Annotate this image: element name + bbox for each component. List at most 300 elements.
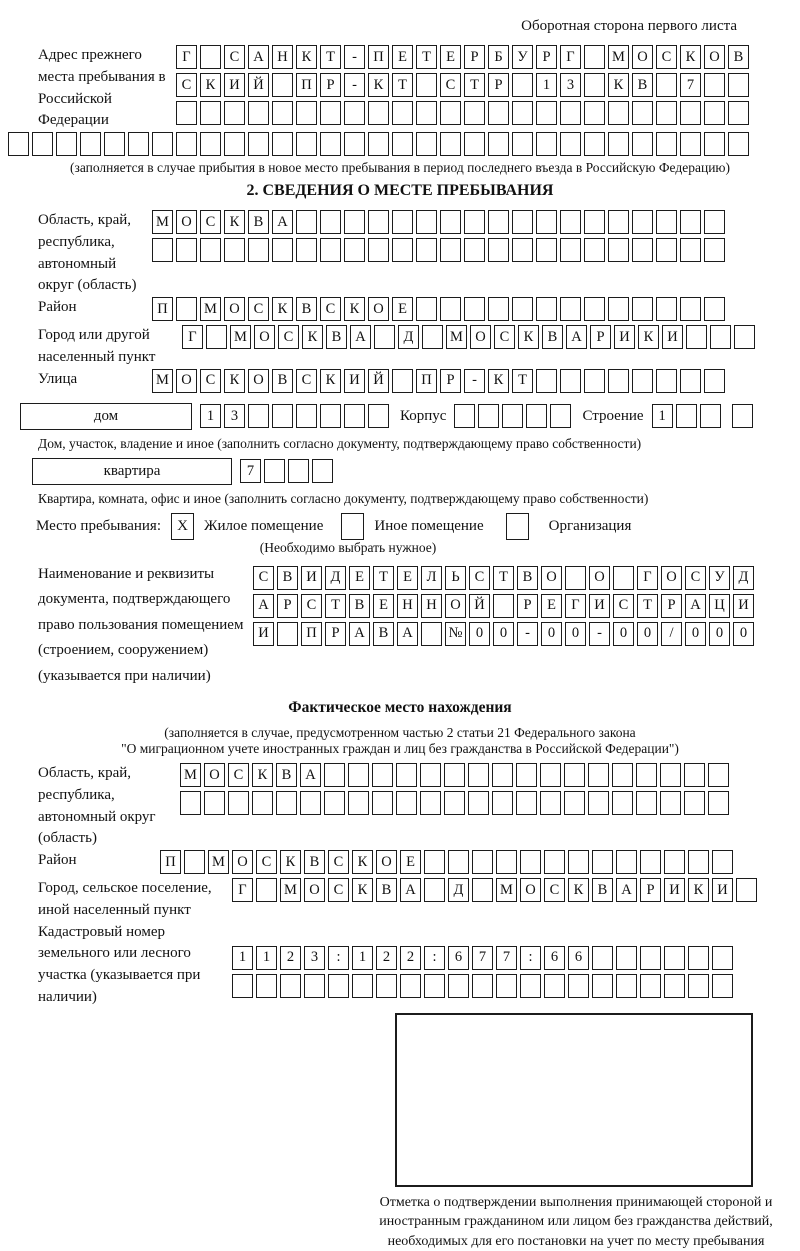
char-cell: - [344, 45, 365, 69]
char-cell [464, 297, 485, 321]
char-row [176, 45, 752, 69]
char-cell [632, 132, 653, 156]
section2-title: 2. СВЕДЕНИЯ О МЕСТЕ ПРЕБЫВАНИЯ [8, 182, 792, 200]
char-cell: Т [416, 45, 437, 69]
char-cell [616, 850, 637, 874]
char-cell: М [446, 325, 467, 349]
char-cell [248, 238, 269, 262]
char-cell: А [685, 594, 706, 618]
char-cell: Н [421, 594, 442, 618]
char-cell [252, 791, 273, 815]
char-cell [664, 850, 685, 874]
prev-address-caption: (заполняется в случае прибытия в новое место пребывания в период последнего въезда в Российскую Федерацию) [8, 160, 792, 176]
char-row [232, 878, 760, 902]
char-cell [728, 73, 749, 97]
char-cell: Р [440, 369, 461, 393]
char-cell [686, 325, 707, 349]
char-cell [728, 132, 749, 156]
char-cell: 1 [256, 946, 277, 970]
char-cell [296, 132, 317, 156]
char-cell: 2 [376, 946, 397, 970]
char-cell: : [424, 946, 445, 970]
char-cell [396, 763, 417, 787]
char-cell [560, 101, 581, 125]
char-cell: С [200, 369, 221, 393]
char-row [160, 850, 736, 874]
char-cell: М [608, 45, 629, 69]
char-cell: Р [277, 594, 298, 618]
char-cell [468, 763, 489, 787]
char-cell: Е [392, 297, 413, 321]
char-cell [296, 238, 317, 262]
char-cell [536, 101, 557, 125]
kvartira-box: квартира [32, 458, 232, 485]
char-cell: К [352, 850, 373, 874]
char-cell [584, 132, 605, 156]
char-cell: Г [560, 45, 581, 69]
char-cell [472, 878, 493, 902]
char-cell: И [589, 594, 610, 618]
char-cell: 0 [685, 622, 706, 646]
char-row [253, 622, 757, 646]
char-cell [584, 101, 605, 125]
stamp-caption: Отметка о подтверждении выполнения принимающей стороной и иностранным гражданином или лицом без гражданства действий, необходимых для его постановки на учет по месту пребывания [376, 1193, 776, 1251]
char-cell: И [664, 878, 685, 902]
char-cell: М [230, 325, 251, 349]
char-cell: С [494, 325, 515, 349]
char-cell: О [661, 566, 682, 590]
char-cell [560, 238, 581, 262]
char-cell: Ц [709, 594, 730, 618]
char-cell [224, 238, 245, 262]
char-cell [588, 763, 609, 787]
char-cell: О [176, 210, 197, 234]
char-cell: П [152, 297, 173, 321]
char-cell [640, 850, 661, 874]
char-cell: 0 [637, 622, 658, 646]
char-cell: Т [325, 594, 346, 618]
char-cell [300, 791, 321, 815]
char-cell: К [638, 325, 659, 349]
char-cell: К [296, 45, 317, 69]
char-row [180, 791, 732, 815]
char-cell: К [224, 369, 245, 393]
char-cell: В [326, 325, 347, 349]
char-cell [564, 763, 585, 787]
char-cell [444, 763, 465, 787]
char-cell: М [280, 878, 301, 902]
char-cell: И [712, 878, 733, 902]
char-cell [488, 238, 509, 262]
prev-address-label: Адрес прежнего места пребывания в Российской Федерации [8, 45, 176, 132]
char-cell [512, 73, 533, 97]
char-cell: Р [464, 45, 485, 69]
char-cell [560, 210, 581, 234]
char-cell [416, 210, 437, 234]
char-cell [464, 210, 485, 234]
char-cell [280, 974, 301, 998]
char-cell: 6 [568, 946, 589, 970]
char-cell [632, 369, 653, 393]
char-cell [584, 45, 605, 69]
char-cell [676, 404, 697, 428]
char-cell: Е [397, 566, 418, 590]
dom-caption: Дом, участок, владение и иное (заполнить согласно документу, подтверждающему право собственности) [8, 436, 792, 452]
organizaciya-checkbox [506, 513, 529, 540]
char-row [253, 566, 757, 590]
char-cell [368, 132, 389, 156]
char-row [182, 325, 758, 349]
char-cell [640, 946, 661, 970]
char-cell [176, 132, 197, 156]
char-cell [544, 850, 565, 874]
char-cell: О [176, 369, 197, 393]
char-cell: А [616, 878, 637, 902]
char-cell: У [709, 566, 730, 590]
char-cell: О [589, 566, 610, 590]
char-cell [700, 404, 721, 428]
char-cell [320, 101, 341, 125]
gorod-block [8, 325, 792, 369]
char-cell: Т [512, 369, 533, 393]
char-cell [616, 974, 637, 998]
char-cell [440, 238, 461, 262]
char-cell [550, 404, 571, 428]
char-cell [344, 132, 365, 156]
ulitsa-label: Улица [8, 369, 152, 391]
char-cell: 3 [560, 73, 581, 97]
char-cell: Н [397, 594, 418, 618]
char-cell [584, 297, 605, 321]
char-cell: 0 [709, 622, 730, 646]
char-cell [420, 763, 441, 787]
char-cell: А [566, 325, 587, 349]
char-cell: К [320, 369, 341, 393]
char-cell [348, 763, 369, 787]
char-cell [536, 210, 557, 234]
char-cell [680, 297, 701, 321]
char-cell [512, 238, 533, 262]
char-cell [512, 210, 533, 234]
char-cell: О [470, 325, 491, 349]
char-cell: М [152, 210, 173, 234]
char-cell: Р [517, 594, 538, 618]
char-cell: 2 [280, 946, 301, 970]
char-cell [612, 763, 633, 787]
char-cell [688, 946, 709, 970]
char-cell [736, 878, 757, 902]
char-cell: Е [440, 45, 461, 69]
char-cell [502, 404, 523, 428]
char-cell [424, 974, 445, 998]
prev-address-cells [176, 45, 752, 129]
char-cell [344, 101, 365, 125]
char-cell [704, 369, 725, 393]
char-cell: У [512, 45, 533, 69]
char-cell: С [440, 73, 461, 97]
char-cell: В [517, 566, 538, 590]
char-cell [416, 101, 437, 125]
char-cell [568, 850, 589, 874]
char-cell: К [302, 325, 323, 349]
char-cell [56, 132, 77, 156]
char-cell: С [278, 325, 299, 349]
char-cell: Е [392, 45, 413, 69]
char-cell [276, 791, 297, 815]
char-cell: С [328, 878, 349, 902]
char-cell: С [328, 850, 349, 874]
char-cell [632, 297, 653, 321]
char-cell: А [349, 622, 370, 646]
inoe-label: Иное помещение [374, 518, 483, 535]
char-cell [228, 791, 249, 815]
char-cell: Т [464, 73, 485, 97]
char-cell: Р [320, 73, 341, 97]
char-cell [608, 297, 629, 321]
char-cell: Г [182, 325, 203, 349]
char-cell [264, 459, 285, 483]
char-cell [608, 238, 629, 262]
char-cell [636, 763, 657, 787]
char-cell: С [685, 566, 706, 590]
char-cell: О [248, 369, 269, 393]
char-cell [372, 791, 393, 815]
char-cell [152, 238, 173, 262]
char-cell [632, 210, 653, 234]
char-cell: Т [392, 73, 413, 97]
char-cell [516, 791, 537, 815]
char-row [253, 594, 757, 618]
char-cell: В [304, 850, 325, 874]
char-cell: Д [325, 566, 346, 590]
char-cell: С [248, 297, 269, 321]
char-cell [8, 132, 29, 156]
char-cell [584, 369, 605, 393]
fact-oblast-label: Область, край, республика, автономный округ (область) [8, 763, 180, 850]
oblast-cells [152, 210, 728, 266]
char-cell: 0 [541, 622, 562, 646]
char-cell: П [296, 73, 317, 97]
char-cell [492, 791, 513, 815]
char-cell [708, 791, 729, 815]
char-cell [588, 791, 609, 815]
char-cell [344, 210, 365, 234]
char-cell [496, 974, 517, 998]
char-cell [421, 622, 442, 646]
korpus-label: Корпус [392, 408, 454, 425]
char-cell [320, 238, 341, 262]
char-cell [704, 210, 725, 234]
char-cell [32, 132, 53, 156]
char-cell: М [180, 763, 201, 787]
char-cell: А [400, 878, 421, 902]
char-cell: О [232, 850, 253, 874]
char-cell [200, 238, 221, 262]
organizaciya-label: Организация [549, 518, 632, 535]
char-cell [496, 850, 517, 874]
char-cell: Ь [445, 566, 466, 590]
char-cell: И [733, 594, 754, 618]
char-cell: 1 [200, 404, 221, 428]
char-cell: Й [248, 73, 269, 97]
stamp-box [395, 1013, 753, 1187]
char-cell [640, 974, 661, 998]
char-cell: И [301, 566, 322, 590]
char-cell [128, 132, 149, 156]
char-cell [80, 132, 101, 156]
char-cell [324, 763, 345, 787]
char-cell [680, 369, 701, 393]
char-cell [248, 404, 269, 428]
char-cell: В [276, 763, 297, 787]
char-cell: Е [373, 594, 394, 618]
fact-gorod-label: Город, сельское поселение, иной населенный пункт [8, 878, 232, 922]
char-cell [544, 974, 565, 998]
char-cell: К [688, 878, 709, 902]
char-cell [656, 238, 677, 262]
char-cell [200, 45, 221, 69]
char-cell [704, 101, 725, 125]
char-cell: О [541, 566, 562, 590]
char-cell [680, 210, 701, 234]
char-cell: К [518, 325, 539, 349]
char-cell: И [344, 369, 365, 393]
char-cell [656, 210, 677, 234]
char-cell [608, 132, 629, 156]
char-cell [712, 850, 733, 874]
char-cell [540, 791, 561, 815]
char-cell: О [254, 325, 275, 349]
kadastr-label: Кадастровый номер земельного или лесного участка (указывается при наличии) [8, 922, 232, 1009]
document-cells [253, 562, 757, 650]
char-cell [488, 101, 509, 125]
char-cell: В [349, 594, 370, 618]
char-row [232, 974, 736, 998]
fact-caption-2: "О миграционном учете иностранных граждан и лиц без гражданства в Российской Федерации") [8, 741, 792, 757]
char-cell [324, 791, 345, 815]
char-cell: Р [536, 45, 557, 69]
char-cell: 1 [652, 404, 673, 428]
char-cell [206, 325, 227, 349]
char-cell: Т [320, 45, 341, 69]
char-cell: К [224, 210, 245, 234]
fact-oblast-cells [180, 763, 732, 819]
char-cell: О [520, 878, 541, 902]
char-cell: А [253, 594, 274, 618]
char-cell [526, 404, 547, 428]
char-cell: 7 [496, 946, 517, 970]
char-cell [416, 132, 437, 156]
char-cell: С [656, 45, 677, 69]
char-cell: С [544, 878, 565, 902]
char-cell: А [300, 763, 321, 787]
char-cell [664, 974, 685, 998]
char-cell [512, 101, 533, 125]
char-cell: В [277, 566, 298, 590]
char-cell [448, 850, 469, 874]
char-cell: Д [733, 566, 754, 590]
char-cell [224, 132, 245, 156]
char-cell: И [614, 325, 635, 349]
char-cell: А [248, 45, 269, 69]
char-cell: О [445, 594, 466, 618]
char-cell: Г [637, 566, 658, 590]
char-cell [608, 210, 629, 234]
char-row [200, 404, 392, 428]
gorod-label: Город или другой населенный пункт [8, 325, 182, 369]
char-cell [296, 101, 317, 125]
char-cell: Г [232, 878, 253, 902]
char-cell [608, 101, 629, 125]
char-cell [464, 132, 485, 156]
char-cell: К [488, 369, 509, 393]
char-cell [632, 101, 653, 125]
char-cell [565, 566, 586, 590]
char-cell [488, 210, 509, 234]
char-cell [416, 238, 437, 262]
char-cell [488, 297, 509, 321]
char-cell: 0 [733, 622, 754, 646]
char-cell: И [662, 325, 683, 349]
inoe-checkbox [341, 513, 364, 540]
char-cell [372, 763, 393, 787]
char-cell [320, 404, 341, 428]
char-cell [272, 238, 293, 262]
char-cell [288, 459, 309, 483]
char-cell: О [304, 878, 325, 902]
char-cell [684, 763, 705, 787]
char-cell [636, 791, 657, 815]
fact-raion-label: Район [8, 850, 160, 872]
char-cell: - [344, 73, 365, 97]
char-cell: В [376, 878, 397, 902]
char-cell: К [368, 73, 389, 97]
char-cell [656, 369, 677, 393]
char-cell: № [445, 622, 466, 646]
char-cell [712, 974, 733, 998]
char-cell [584, 238, 605, 262]
char-row [180, 763, 732, 787]
char-cell [176, 297, 197, 321]
char-cell [516, 763, 537, 787]
char-cell [592, 850, 613, 874]
char-cell [444, 791, 465, 815]
char-cell: О [224, 297, 245, 321]
char-cell [608, 369, 629, 393]
char-cell [564, 791, 585, 815]
char-cell [184, 850, 205, 874]
char-cell [688, 850, 709, 874]
char-cell: Д [448, 878, 469, 902]
char-cell [520, 850, 541, 874]
char-cell: Р [488, 73, 509, 97]
char-cell: С [253, 566, 274, 590]
char-cell: К [280, 850, 301, 874]
char-cell [488, 132, 509, 156]
char-cell [704, 238, 725, 262]
char-cell [704, 73, 725, 97]
char-cell: 7 [240, 459, 261, 483]
char-row [152, 238, 728, 262]
char-cell [584, 73, 605, 97]
char-cell [376, 974, 397, 998]
char-cell [312, 459, 333, 483]
char-cell: П [301, 622, 322, 646]
char-cell: Г [565, 594, 586, 618]
char-cell: Р [661, 594, 682, 618]
char-cell [200, 101, 221, 125]
char-cell: 1 [352, 946, 373, 970]
